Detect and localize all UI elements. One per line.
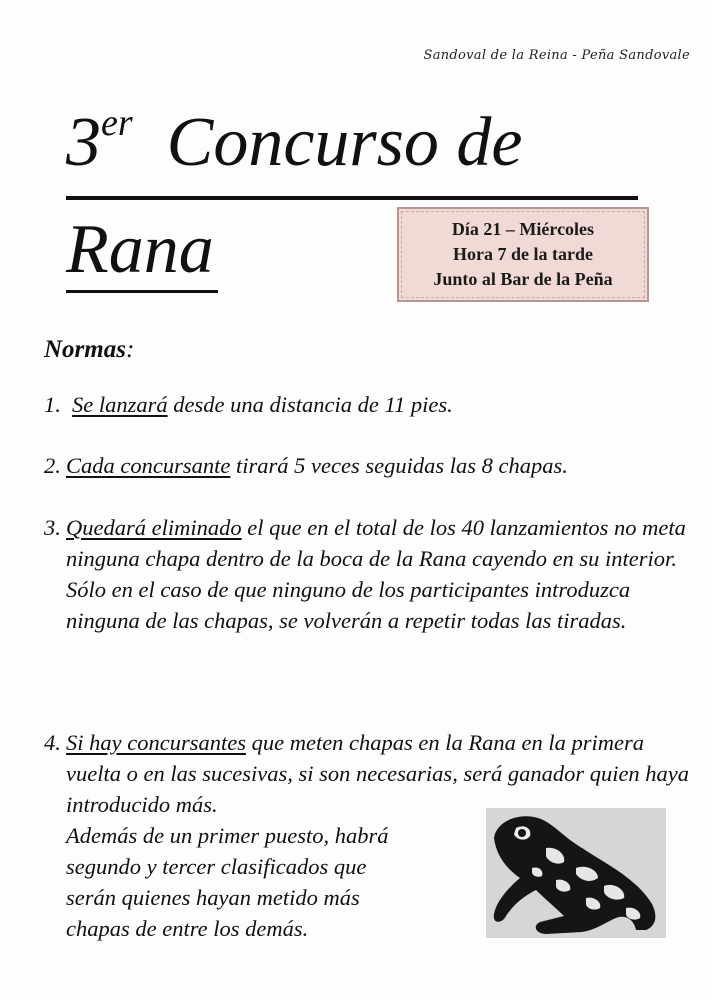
rule-1 xyxy=(44,389,694,420)
rule-extra-line: segundo y tercer clasificados que xyxy=(66,854,367,879)
event-info-box xyxy=(397,207,649,302)
rule-extra: Sólo en el caso de que ninguno de los participantes introduzca ninguna de las chapas, se volverán a repetir todas las tiradas. xyxy=(66,577,631,633)
rule-lead: Cada concursante xyxy=(66,453,231,478)
title-ordinal-suffix: er xyxy=(101,102,133,144)
frog-illustration xyxy=(486,808,666,938)
rule-number: 3. xyxy=(44,515,61,540)
rule-text: el que en el total de los 40 lanzamientos no meta ninguna chapa dentro de la boca de la Rana cayendo en su interior. xyxy=(66,515,686,571)
rule-extra-line: Además de un primer puesto, habrá xyxy=(66,823,389,848)
rule-extra-line: chapas de entre los demás. xyxy=(66,916,309,941)
title-line-2: Rana xyxy=(66,210,218,293)
rule-3 xyxy=(44,512,694,636)
frog-icon xyxy=(486,808,666,938)
rule-number: 1. xyxy=(44,392,61,417)
rule-extra-line: serán quienes hayan metido más xyxy=(66,885,360,910)
rule-text: que meten chapas en la Rana en la primera vuelta o en las sucesivas, si son necesarias, será ganador quien haya introducido más. xyxy=(66,730,690,817)
rules-heading xyxy=(44,336,134,364)
rule-lead: Si hay concursantes xyxy=(66,730,246,755)
event-day: Día 21 – Miércoles xyxy=(451,219,595,239)
rule-2 xyxy=(44,450,694,481)
header-location: Sandoval de la Reina - Peña Sandovale xyxy=(423,48,690,63)
rule-text: desde una distancia de 11 pies. xyxy=(167,392,453,417)
rule-number: 2. xyxy=(44,453,61,478)
rules-heading-text: Normas xyxy=(44,336,126,363)
event-place: Junto al Bar de la Peña xyxy=(433,269,613,289)
title-text-1: Concurso de xyxy=(166,104,523,181)
event-time: Hora 7 de la tarde xyxy=(453,244,593,264)
rule-number: 4. xyxy=(44,730,61,755)
title-ordinal: 3 xyxy=(66,104,101,181)
rule-text: tirará 5 veces seguidas las 8 chapas. xyxy=(230,453,568,478)
rule-lead: Se lanzará xyxy=(72,392,168,417)
rules-heading-colon: : xyxy=(125,336,135,363)
title-line-1 xyxy=(66,100,638,200)
rule-lead: Quedará eliminado xyxy=(66,515,242,540)
